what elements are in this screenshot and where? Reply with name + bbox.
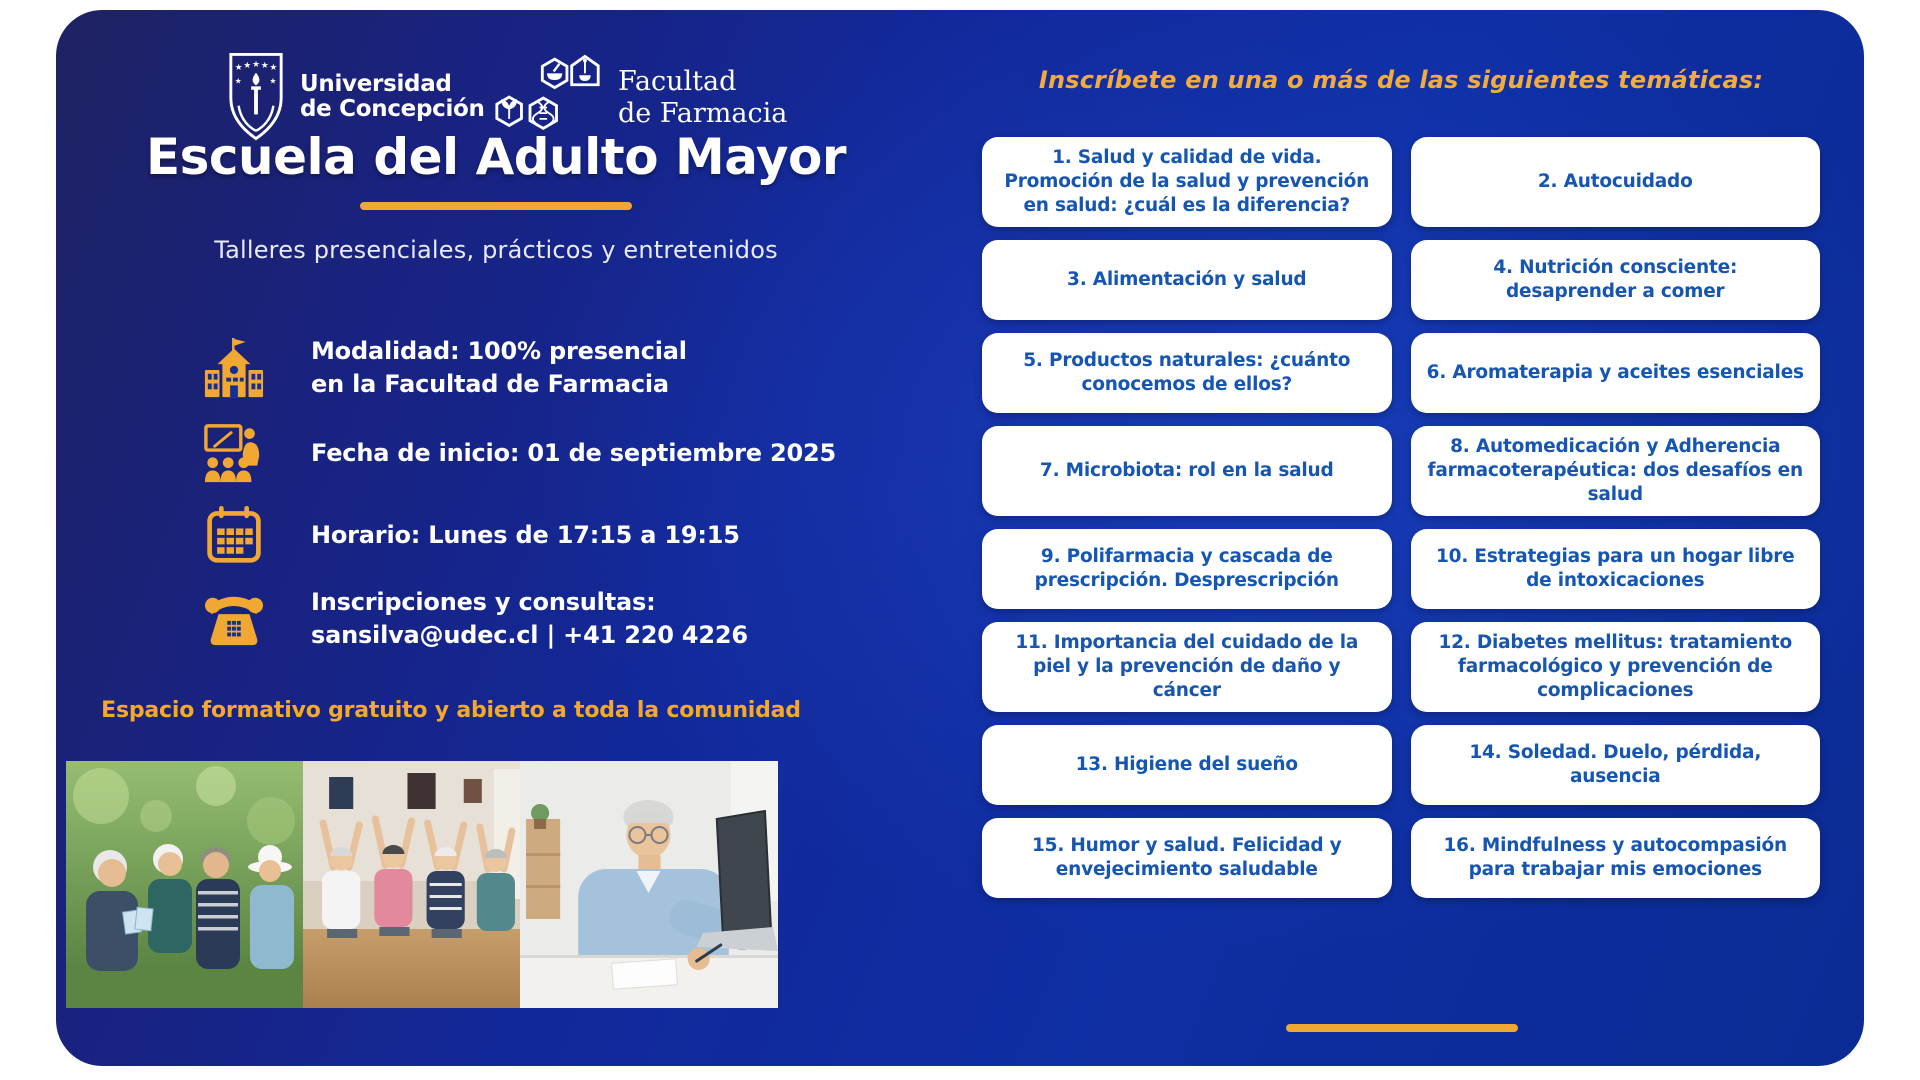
topics-row	[982, 240, 1820, 320]
topic-card-15: 15. Humor y salud. Felicidad y envejecimiento saludable	[982, 818, 1392, 898]
info-text-horario	[311, 519, 740, 552]
page-title: Escuela del Adulto Mayor	[145, 128, 847, 186]
topic-card-4: 4. Nutrición consciente: desaprender a comer	[1411, 240, 1821, 320]
page-subtitle: Talleres presenciales, prácticos y entretenidos	[214, 236, 778, 264]
svg-text:★: ★	[260, 60, 269, 71]
farmacia-logo-line2: de Farmacia	[618, 98, 788, 129]
info-item-horario	[201, 505, 861, 565]
telephone-icon	[201, 590, 267, 648]
topic-card-5: 5. Productos naturales: ¿cuánto conocemos de ellos?	[982, 333, 1392, 413]
topics-row	[982, 725, 1820, 805]
topic-card-13: 13. Higiene del sueño	[982, 725, 1392, 805]
topic-card-14: 14. Soledad. Duelo, pérdida, ausencia	[1411, 725, 1821, 805]
topics-grid	[982, 137, 1820, 898]
photo-exercise-class	[303, 761, 520, 1008]
topics-row	[982, 622, 1820, 712]
topic-card-7: 7. Microbiota: rol en la salud	[982, 426, 1392, 516]
svg-text:★: ★	[269, 76, 277, 86]
info-item-fecha	[201, 422, 861, 484]
topics-row	[982, 529, 1820, 609]
info-item-modalidad	[201, 335, 861, 401]
svg-text:★: ★	[243, 60, 252, 71]
photo-seniors-playing-cards	[66, 761, 303, 1008]
topic-card-2: 2. Autocuidado	[1411, 137, 1821, 227]
info-item-contacto	[201, 586, 861, 652]
topics-row	[982, 426, 1820, 516]
poster-panel	[56, 10, 1864, 1066]
topic-card-1: 1. Salud y calidad de vida. Promoción de la salud y prevención en salud: ¿cuál es la diferencia?	[982, 137, 1392, 227]
footer-underline	[1286, 1024, 1518, 1032]
info-fecha-line1: Fecha de inicio: 01 de septiembre 2025	[311, 438, 836, 467]
svg-text:★: ★	[269, 62, 278, 73]
hero-block	[101, 128, 891, 264]
info-text-fecha	[311, 437, 836, 470]
info-text-modalidad	[311, 335, 687, 401]
udec-logo-line2: de Concepción	[300, 96, 485, 122]
farmacia-logo-text	[618, 66, 787, 130]
udec-logo-text	[300, 72, 485, 122]
topic-card-3: 3. Alimentación y salud	[982, 240, 1392, 320]
udec-logo-line1: Universidad	[300, 71, 452, 98]
topic-card-8: 8. Automedicación y Adherencia farmacoterapéutica: dos desafíos en salud	[1411, 426, 1821, 516]
topic-card-6: 6. Aromaterapia y aceites esenciales	[1411, 333, 1821, 413]
info-list	[201, 335, 861, 652]
topics-row	[982, 137, 1820, 227]
farmacia-logo-line1: Facultad	[618, 66, 737, 98]
info-modalidad-line1: Modalidad: 100% presencial	[311, 337, 687, 365]
topic-card-11: 11. Importancia del cuidado de la piel y la prevención de daño y cáncer	[982, 622, 1392, 712]
info-horario-line1: Horario: Lunes de 17:15 a 19:15	[311, 520, 740, 549]
photo-strip	[66, 761, 778, 1008]
teacher-class-icon	[201, 422, 267, 484]
title-underline	[360, 202, 632, 210]
info-modalidad-line2: en la Facultad de Farmacia	[311, 370, 669, 399]
info-contacto-line1: Inscripciones y consultas:	[311, 588, 656, 617]
topic-card-9: 9. Polifarmacia y cascada de prescripción. Desprescripción	[982, 529, 1392, 609]
topic-card-10: 10. Estrategias para un hogar libre de intoxicaciones	[1411, 529, 1821, 609]
topics-row	[982, 818, 1820, 898]
topics-heading: Inscríbete en una o más de las siguientes temáticas:	[1038, 66, 1764, 94]
school-building-icon	[201, 337, 267, 399]
photo-man-at-laptop	[520, 761, 778, 1008]
info-contacto-line2: sansilva@udec.cl | +41 220 4226	[311, 621, 748, 650]
svg-text:★: ★	[252, 60, 260, 70]
calendar-icon	[201, 505, 267, 565]
topics-row	[982, 333, 1820, 413]
topic-card-12: 12. Diabetes mellitus: tratamiento farmacológico y prevención de complicaciones	[1411, 622, 1821, 712]
svg-text:★: ★	[234, 62, 243, 73]
free-community-statement: Espacio formativo gratuito y abierto a toda la comunidad	[101, 698, 801, 723]
svg-text:★: ★	[234, 76, 242, 86]
topic-card-16: 16. Mindfulness y autocompasión para trabajar mis emociones	[1411, 818, 1821, 898]
info-text-contacto	[311, 586, 748, 652]
